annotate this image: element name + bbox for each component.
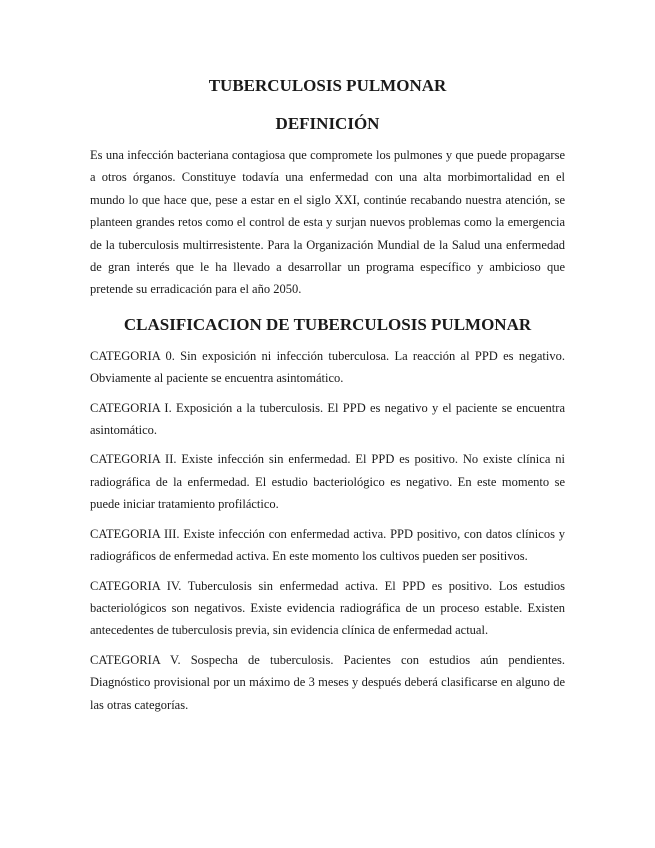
document-page xyxy=(90,74,565,723)
category-3: CATEGORIA III. Existe infección con enfermedad activa. PPD positivo, con datos clínicos y radiográficos de enfermedad activa. En este momento los cultivos pueden ser positivos. xyxy=(90,526,565,564)
category-1: CATEGORIA I. Exposición a la tuberculosis. El PPD es negativo y el paciente se encuentra asintomático. xyxy=(90,400,565,438)
category-4: CATEGORIA IV. Tuberculosis sin enfermedad activa. El PPD es positivo. Los estudios bacteriológicos son negativos. Existe evidencia radiográfica de un proceso estable. Existen antecedentes de tuberculosis previa, sin evidencia clínica de enfermedad actual. xyxy=(90,578,565,638)
definition-heading: DEFINICIÓN xyxy=(275,114,380,133)
category-5: CATEGORIA V. Sospecha de tuberculosis. Pacientes con estudios aún pendientes. Diagnóstico provisional por un máximo de 3 meses y después deberá clasificarse en alguno de las otras categorías. xyxy=(90,652,565,712)
classification-heading: CLASIFICACION DE TUBERCULOSIS PULMONAR xyxy=(123,314,532,334)
document-title: TUBERCULOSIS PULMONAR xyxy=(208,76,447,95)
category-0: CATEGORIA 0. Sin exposición ni infección tuberculosa. La reacción al PPD es negativo. Obviamente al paciente se encuentra asintomático. xyxy=(90,348,565,386)
category-2: CATEGORIA II. Existe infección sin enfermedad. El PPD es positivo. No existe clínica ni radiográfica de la enfermedad. El estudio bacteriológico es negativo. En este momento se puede iniciar tratamiento profiláctico. xyxy=(90,452,565,512)
definition-paragraph: Es una infección bacteriana contagiosa que compromete los pulmones y que puede propagarse a otros órganos. Constituye todavía una enfermedad con una alta morbimortalidad en el mundo lo que hace que, pese a estar en el siglo XXI, continúe recabando nuestra atención, se planteen grandes retos como el control de esta y surjan nuevos problemas como la emergencia de la tuberculosis multirresistente. Para la Organización Mundial de la Salud una enfermedad de gran interés que le ha llevado a desarrollar un programa específico y ambicioso que pretende su erradicación para el año 2050. xyxy=(90,148,565,297)
